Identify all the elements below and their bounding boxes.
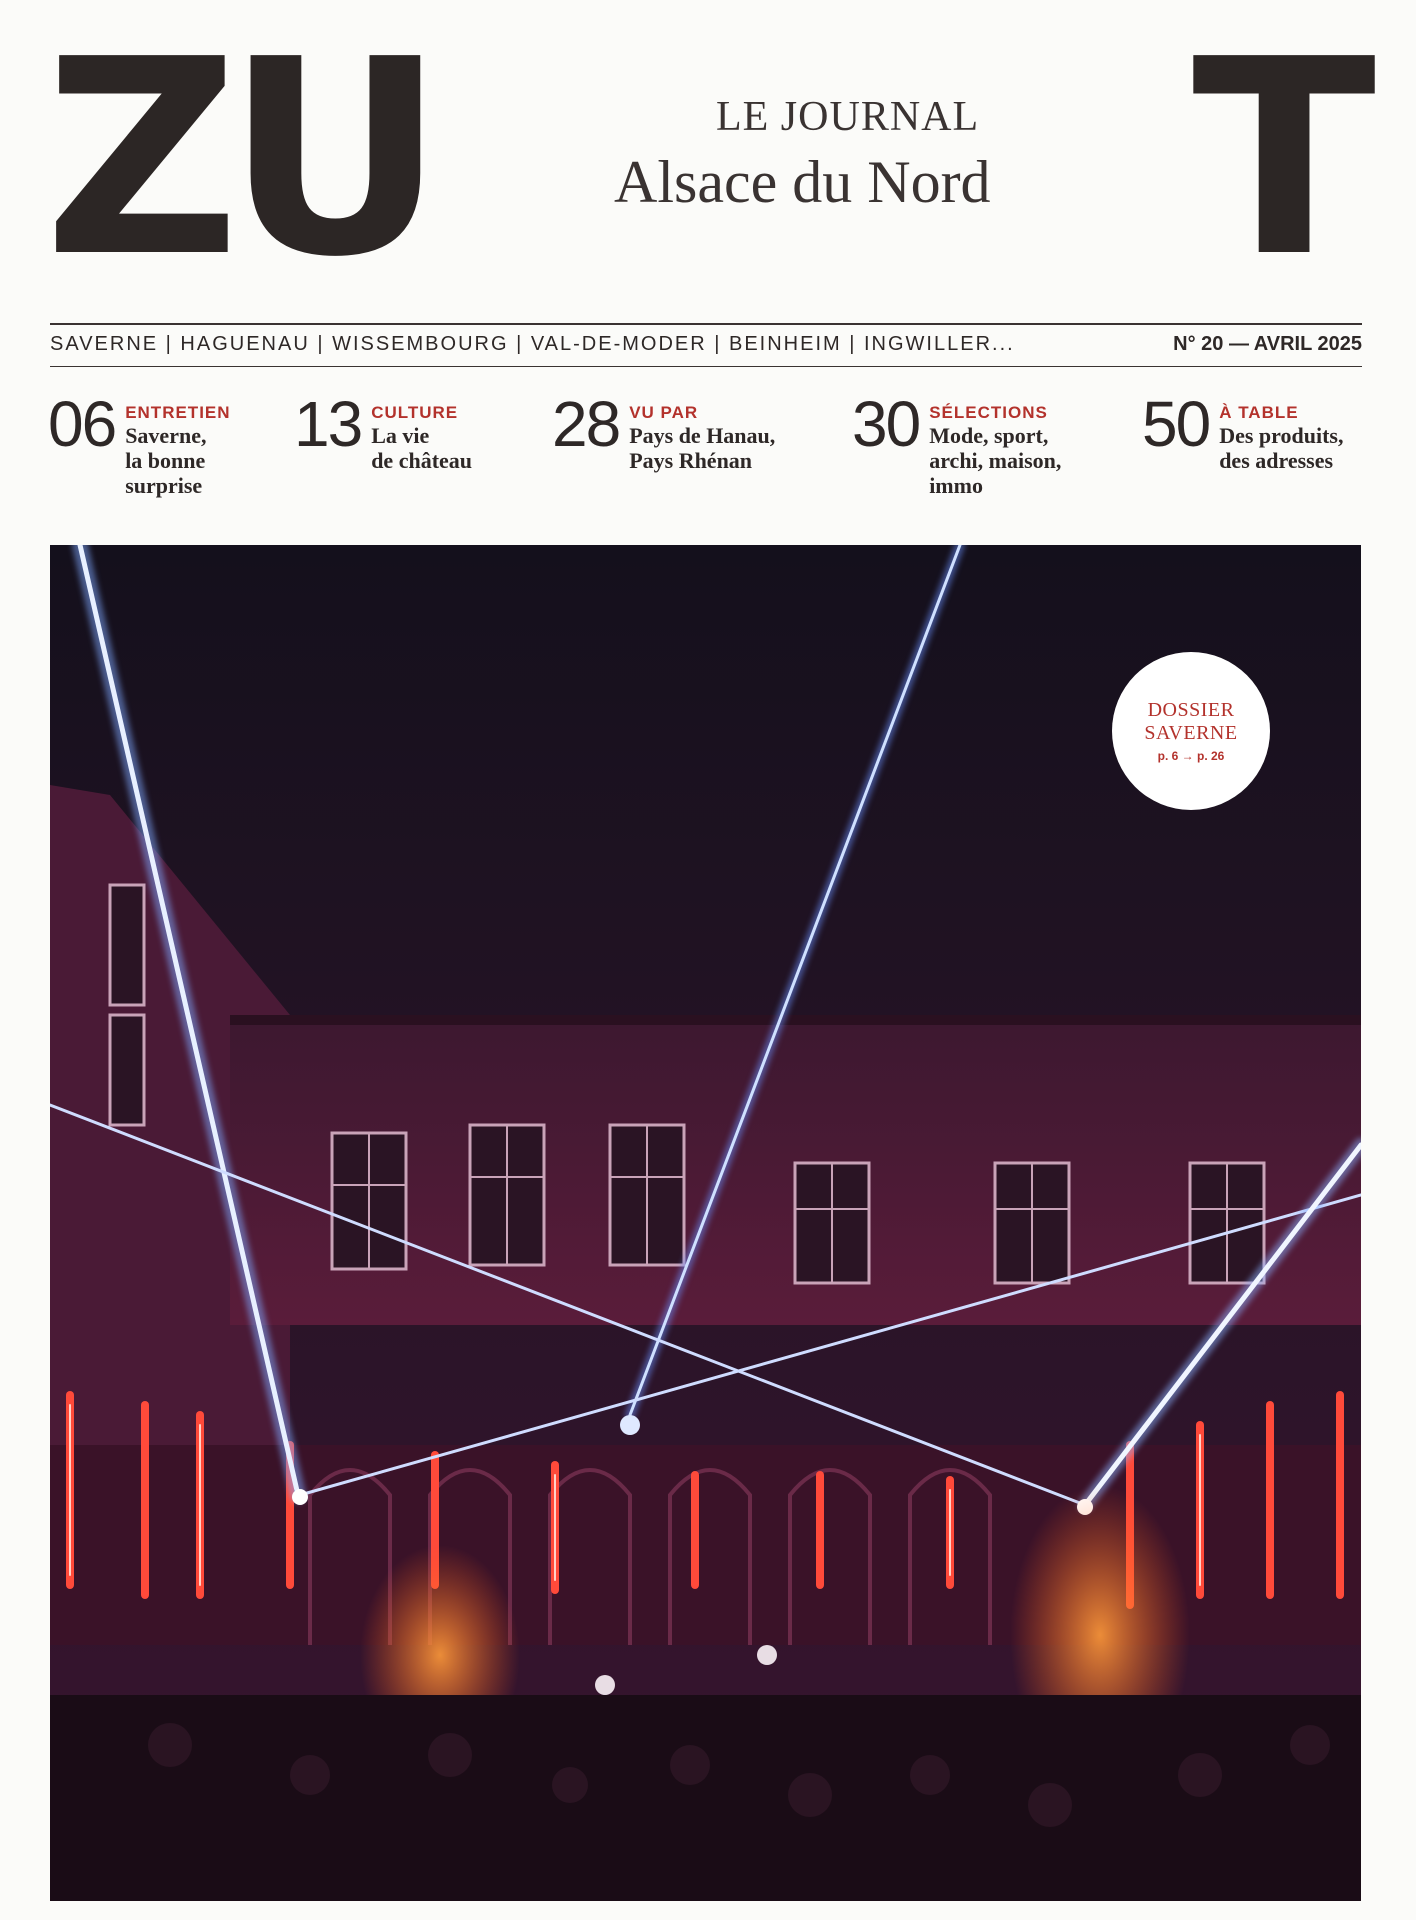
toc-page-number: 30 <box>852 388 920 460</box>
masthead-t: T <box>1192 1 1377 316</box>
toc-description: Mode, sport, archi, maison, immo <box>929 422 1062 499</box>
toc-item-selections[interactable] <box>852 388 1062 499</box>
toc-description: Saverne, la bonne surprise <box>125 422 207 499</box>
city-list: SAVERNE | HAGUENAU | WISSEMBOURG | VAL-DE-MODER | BEINHEIM | INGWILLER... <box>50 333 1015 355</box>
toc-item-a-table[interactable] <box>1142 388 1344 473</box>
toc-item-entretien[interactable] <box>48 388 231 499</box>
badge-title-line2: SAVERNE <box>1144 722 1238 744</box>
toc-description: La vie de château <box>371 422 473 473</box>
masthead-zu: ZU <box>44 1 432 316</box>
dossier-badge[interactable] <box>1112 652 1270 810</box>
toc-page-number: 50 <box>1142 388 1210 460</box>
toc-item-vu-par[interactable] <box>552 388 776 473</box>
badge-title-line1: DOSSIER <box>1147 699 1235 721</box>
bottom-divider <box>50 366 1362 367</box>
toc-category: CULTURE <box>371 403 459 422</box>
masthead-subtitle-journal: LE JOURNAL <box>716 94 980 140</box>
toc-description: Des produits, des adresses <box>1219 422 1344 473</box>
badge-page-range: p. 6 → p. 26 <box>1157 749 1225 763</box>
top-divider <box>50 323 1362 325</box>
toc-category: ENTRETIEN <box>125 403 231 422</box>
toc-page-number: 28 <box>552 388 620 460</box>
toc-page-number: 13 <box>294 388 362 460</box>
issue-number: N° 20 — AVRIL 2025 <box>1173 333 1362 355</box>
toc-page-number: 06 <box>48 388 116 460</box>
toc-category: VU PAR <box>629 403 699 422</box>
toc-category: SÉLECTIONS <box>929 403 1048 422</box>
toc-item-culture[interactable] <box>294 388 473 473</box>
masthead-subtitle-region: Alsace du Nord <box>614 149 991 215</box>
toc-description: Pays de Hanau, Pays Rhénan <box>629 422 776 473</box>
toc-category: À TABLE <box>1219 403 1299 422</box>
